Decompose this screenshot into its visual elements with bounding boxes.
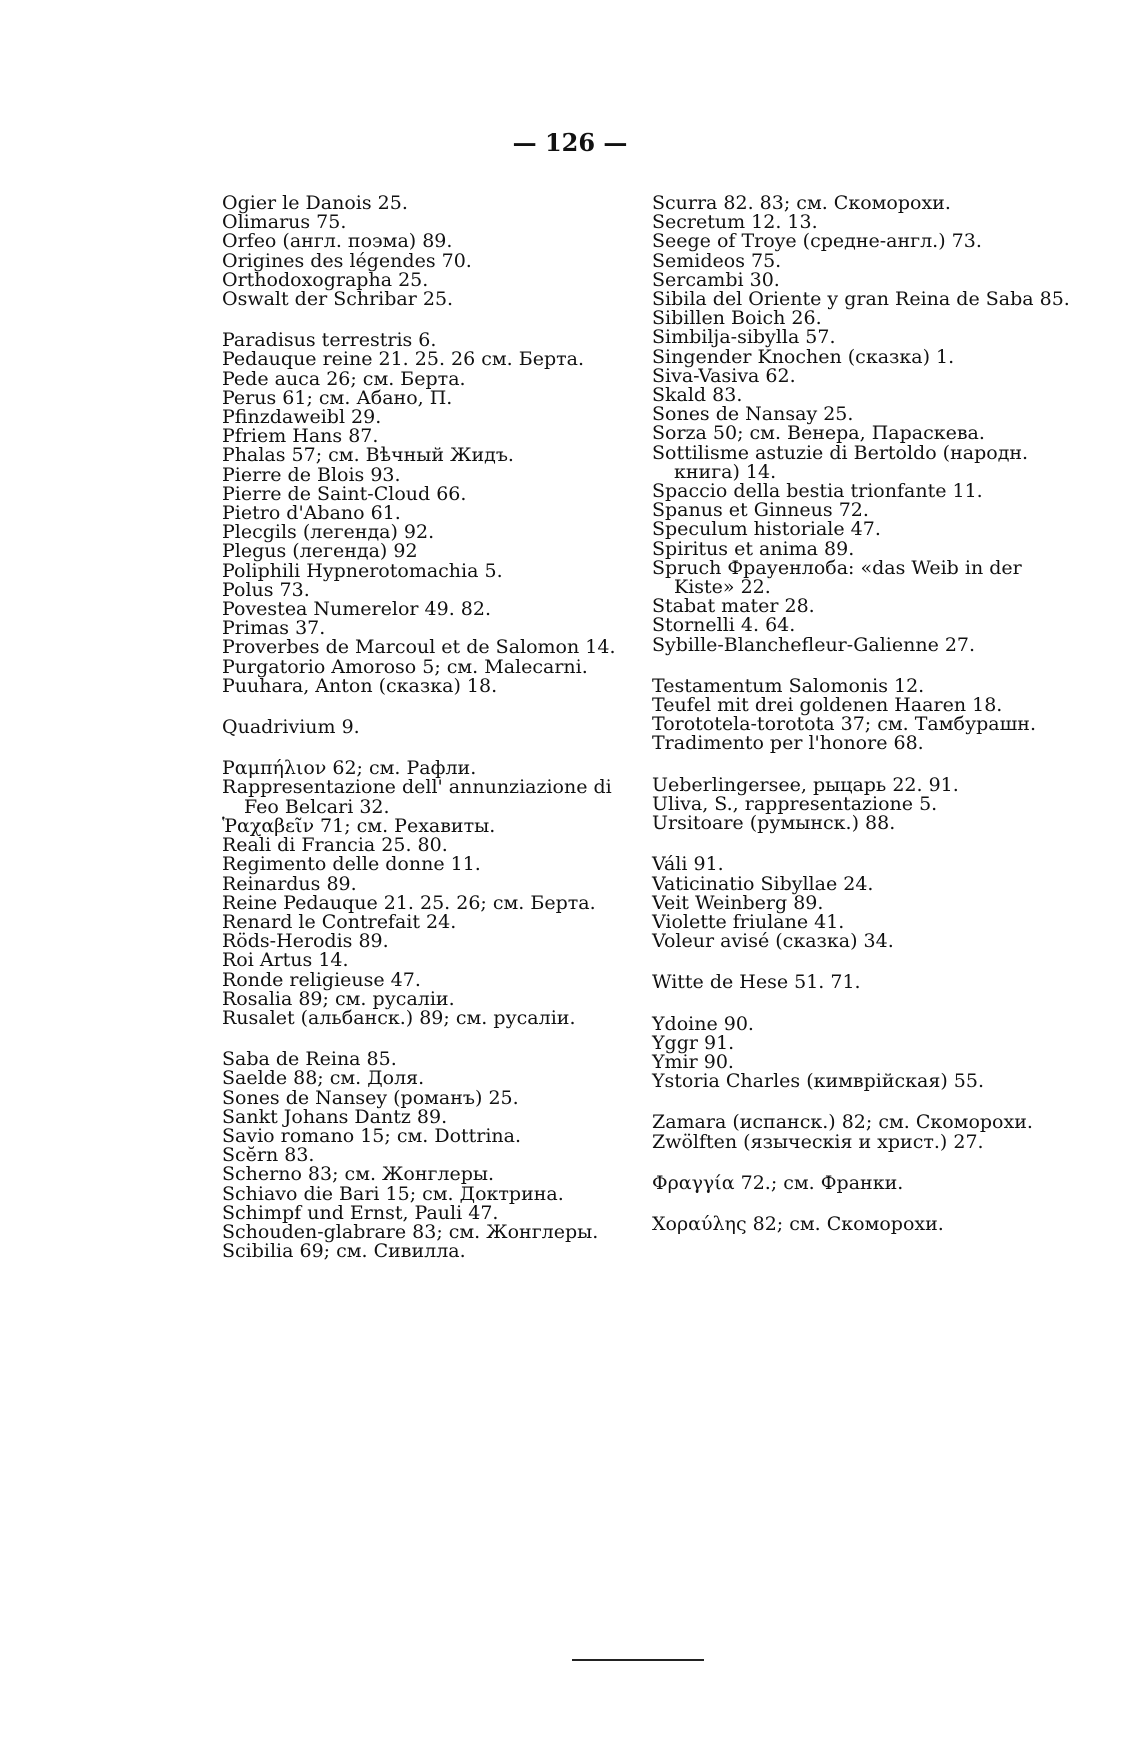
index-entry: Siva-Vasiva 62.: [652, 364, 796, 387]
index-entry: Sones de Nansey (романъ) 25.: [222, 1086, 519, 1109]
index-entry: Ymir 90.: [652, 1050, 734, 1073]
index-group-w: [652, 973, 1082, 992]
index-entry: Scurra 82. 83; см. Скоморохи.: [652, 192, 951, 214]
index-entry: Perus 61; см. Абано, П.: [222, 386, 453, 409]
index-entry: Schiavo die Bari 15; см. Доктрина.: [222, 1182, 564, 1205]
index-entry: Olimarus 75.: [222, 211, 347, 234]
index-entry: Phalas 57; см. Вѣчный Жидъ.: [222, 444, 514, 467]
index-entry: Stornelli 4. 64.: [652, 614, 796, 637]
index-entry: Pfinzdaweibl 29.: [222, 406, 382, 429]
index-entry: Saelde 88; см. Доля.: [222, 1067, 425, 1090]
index-group-z: [652, 1113, 1082, 1151]
index-entry: Proverbes de Marcoul et de Salomon 14.: [222, 636, 616, 659]
index-entry: Roi Artus 14.: [222, 949, 349, 972]
index-entry: Spiritus et anima 89.: [652, 537, 855, 560]
index-entry: Rosalia 89; см. русаліи.: [222, 987, 455, 1010]
index-entry: Scherno 83; см. Жонглеры.: [222, 1163, 495, 1186]
index-entry: Váli 91.: [652, 853, 724, 876]
index-entry: Pfriem Hans 87.: [222, 425, 379, 448]
index-entry: Ueberlingersee, рыцарь 22. 91.: [652, 773, 959, 796]
index-entry: Quadrivium 9.: [222, 716, 360, 739]
index-entry: Reinardus 89.: [222, 872, 357, 895]
index-entry: Pedauque reine 21. 25. 26 см. Берта.: [222, 348, 584, 371]
index-entry: Speculum historiale 47.: [652, 518, 881, 541]
index-entry: Primas 37.: [222, 617, 326, 640]
index-entry: Sybille-Blanchefleur-Galienne 27.: [652, 633, 976, 656]
index-entry: Scibilia 69; см. Сивилла.: [222, 1240, 466, 1263]
index-group-s: [222, 1050, 632, 1261]
index-entry: Saba de Reina 85.: [222, 1048, 397, 1071]
index-entry: Witte de Hese 51. 71.: [652, 971, 861, 994]
index-entry: Paradisus terrestris 6.: [222, 329, 437, 352]
index-entry: Röds-Herodis 89.: [222, 930, 389, 953]
left-column: [222, 194, 632, 1261]
index-entry: Poliphili Hypnerotomachia 5.: [222, 559, 503, 582]
index-entry: Ραμπήλιον 62; см. Рафли.: [222, 757, 477, 780]
page-number: — 126 —: [512, 128, 628, 157]
index-entry: Oswalt der Schribar 25.: [222, 288, 454, 311]
index-entry: Plegus (легенда) 92: [222, 540, 418, 563]
index-group-q: [222, 718, 632, 737]
index-group-t: [652, 674, 1082, 755]
index-group-v: [652, 855, 1082, 951]
index-entry: Rappresentazione dell' annunziazione di Feo Belcari 32.: [222, 776, 612, 818]
index-entry: Pierre de Blois 93.: [222, 463, 401, 486]
index-entry: Veit Weinberg 89.: [652, 891, 824, 914]
index-entry: Spruch Фрауенлоба: «das Weib in der Kiste» 22.: [652, 556, 1022, 599]
index-entry: Orthodoxographa 25.: [222, 268, 429, 291]
index-entry: Renard le Contrefait 24.: [222, 910, 457, 933]
index-entry: Schouden-glabrare 83; см. Жонглеры.: [222, 1220, 599, 1243]
index-entry: Schimpf und Ernst, Pauli 47.: [222, 1201, 499, 1224]
index-entry: Stabat mater 28.: [652, 595, 815, 618]
index-entry: Regimento delle donne 11.: [222, 853, 481, 876]
index-entry: Seege of Troye (средне-англ.) 73.: [652, 230, 982, 253]
index-entry: Polus 73.: [222, 578, 310, 601]
index-entry: Violette friulane 41.: [652, 910, 845, 933]
index-entry: Ronde religieuse 47.: [222, 968, 421, 991]
index-entry: Yggr 91.: [652, 1031, 735, 1054]
index-entry: Sankt Johans Dantz 89.: [222, 1105, 448, 1128]
index-entry: Savio romano 15; см. Dottrina.: [222, 1124, 522, 1147]
index-entry: Teufel mit drei goldenen Haaren 18.: [652, 694, 1003, 717]
index-entry: Zamara (испанск.) 82; см. Скоморохи.: [652, 1111, 1033, 1134]
index-entry: Puuhara, Anton (сказка) 18.: [222, 674, 498, 697]
index-entry: Vaticinatio Sibyllae 24.: [652, 872, 874, 895]
index-entry: Spanus et Ginneus 72.: [652, 499, 869, 522]
index-group-r: [222, 759, 632, 1028]
index-entry: Χοραύλης 82; см. Скоморохи.: [652, 1212, 944, 1235]
index-entry: Sones de Nansay 25.: [652, 403, 854, 426]
index-entry: Ystoria Charles (кимврійская) 55.: [652, 1070, 985, 1093]
index-entry: Simbilja-sibylla 57.: [652, 326, 836, 349]
index-entry: Uliva, S., rappresentazione 5.: [652, 792, 938, 815]
index-entry: Semideos 75.: [652, 249, 782, 272]
index-entry: Purgatorio Amoroso 5; см. Malecarni.: [222, 655, 588, 678]
index-group-s-cont: [652, 194, 1082, 655]
index-entry: Zwölften (языческія и христ.) 27.: [652, 1130, 984, 1153]
index-entry: Sercambi 30.: [652, 268, 780, 291]
index-entry: Pede auca 26; см. Берта.: [222, 367, 466, 390]
index-entry: Sibila del Oriente y gran Reina de Saba 85.: [652, 288, 1070, 311]
index-entry: Plecgils (легенда) 92.: [222, 521, 435, 544]
end-rule: [572, 1659, 704, 1661]
index-entry: Testamentum Salomonis 12.: [652, 674, 925, 697]
index-entry: Origines des légendes 70.: [222, 249, 472, 272]
index-entry: Reali di Francia 25. 80.: [222, 834, 448, 857]
index-entry: Tradimento per l'honore 68.: [652, 732, 924, 755]
index-entry: Spaccio della bestia trionfante 11.: [652, 480, 983, 503]
index-entry: Rusalet (альбанск.) 89; см. русаліи.: [222, 1006, 576, 1029]
index-entry: Secretum 12. 13.: [652, 211, 818, 234]
index-entry: Ῥαχαβεῖν 71; см. Рехавиты.: [222, 814, 496, 837]
index-group-y: [652, 1012, 1082, 1093]
index-entry: Scĕrn 83.: [222, 1144, 315, 1167]
index-entry: Torototela-torototа 37; см. Тамбурашн.: [652, 713, 1036, 736]
index-entry: Ursitoare (румынск.) 88.: [652, 812, 896, 835]
right-column: [652, 194, 1082, 1234]
index-group-u: [652, 773, 1082, 835]
index-entry: Sorza 50; см. Венера, Параскева.: [652, 422, 985, 445]
index-entry: Sottilisme astuzie di Bertoldo (народн. книга) 14.: [652, 441, 1029, 483]
index-entry: Φραγγία 72.; см. Франки.: [652, 1171, 904, 1194]
index-entry: Povestea Numerelor 49. 82.: [222, 598, 491, 621]
index-entry: Skald 83.: [652, 384, 743, 407]
index-entry: Pierre de Saint-Cloud 66.: [222, 482, 467, 505]
index-entry: Ogier le Danois 25.: [222, 192, 408, 214]
index-entry: Ydoine 90.: [652, 1012, 754, 1035]
index-entry: Sibillen Boich 26.: [652, 307, 822, 330]
index-group-chi: [652, 1212, 1082, 1235]
index-group-o: [222, 194, 632, 309]
index-group-phi: [652, 1171, 1082, 1194]
index-entry: Singender Knochen (сказка) 1.: [652, 345, 955, 368]
index-entry: Pietro d'Abano 61.: [222, 502, 401, 525]
index-entry: Reine Pedauque 21. 25. 26; см. Берта.: [222, 891, 596, 914]
index-entry: Orfeo (англ. поэма) 89.: [222, 230, 453, 253]
index-group-p: [222, 331, 632, 696]
index-entry: Voleur avisé (сказка) 34.: [652, 930, 894, 953]
